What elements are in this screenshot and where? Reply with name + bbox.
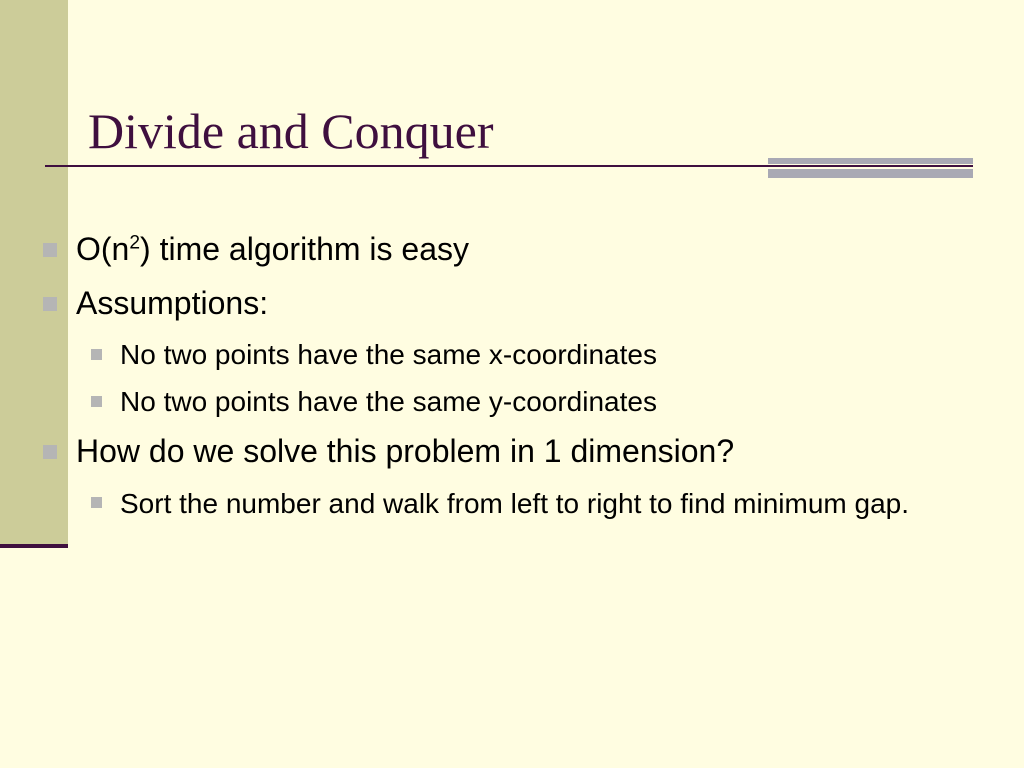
square-bullet-icon <box>91 396 102 407</box>
bullet-item-question <box>38 428 938 474</box>
sub-bullet-item <box>83 482 940 525</box>
bullet-text: How do we solve this problem in 1 dimension? <box>76 433 735 469</box>
sub-bullet-text: No two points have the same y-coordinates <box>120 386 657 417</box>
square-bullet-icon <box>91 497 102 508</box>
bullet-text-prefix: O(n <box>76 231 130 267</box>
bullet-list <box>38 226 938 530</box>
accent-bar-bottom <box>768 169 973 178</box>
sub-bullet-item <box>83 334 938 376</box>
bullet-text: Assumptions: <box>76 285 269 321</box>
bullet-item-complexity <box>38 226 938 272</box>
left-accent-line <box>0 544 68 548</box>
square-bullet-icon <box>43 243 57 257</box>
square-bullet-icon <box>43 297 57 311</box>
bullet-text-suffix: ) time algorithm is easy <box>140 231 469 267</box>
accent-bars <box>768 158 973 180</box>
bullet-item-assumptions <box>38 280 938 326</box>
sub-bullet-text: Sort the number and walk from left to right to find minimum gap. <box>120 488 910 519</box>
sub-bullet-text: No two points have the same x-coordinates <box>120 339 657 370</box>
square-bullet-icon <box>91 349 102 360</box>
accent-bar-top <box>768 158 973 164</box>
sub-bullet-item <box>83 381 938 423</box>
square-bullet-icon <box>43 445 57 459</box>
slide-title: Divide and Conquer <box>88 103 494 159</box>
exponent: 2 <box>129 232 141 254</box>
